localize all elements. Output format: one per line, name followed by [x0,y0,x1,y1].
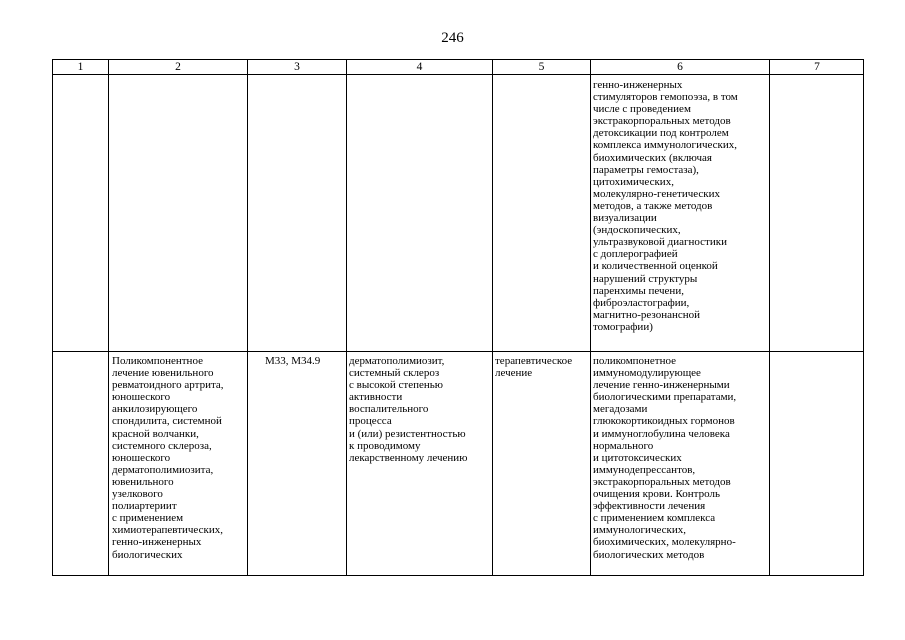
header-col-4: 4 [416,61,423,73]
header-col-2: 2 [175,61,181,73]
column-divider [346,60,347,575]
page-number: 246 [441,30,464,46]
row2-treatment-name-cell: Поликомпонентное лечение ювенильного ревматоидного артрита, юношеского анкилозирующего спондилита, системной красной волчанки, системного склероза, юношеского дерматополимиозита, ювенильного узелкового полиартериит с применением химиотерапевтических, генно-инженерных биологических [112,355,224,561]
header-col-7: 7 [814,61,820,73]
header-col-3: 3 [294,61,300,73]
column-divider [108,60,109,575]
header-col-6: 6 [677,61,683,73]
column-divider [247,60,248,575]
column-divider [492,60,493,575]
row2-treatment-type-cell: терапевтическое лечение [495,355,573,380]
row2-icd-code-cell: M33, M34.9 [265,355,321,367]
header-col-5: 5 [538,61,545,73]
column-divider [590,60,591,575]
medical-table [52,59,864,576]
row2-patient-model-cell: дерматополимиозит, системный склероз с высокой степенью активности воспалительного процесса и (или) резистентностью к проводимому лекарственному лечению [349,355,468,464]
row-divider [53,351,863,352]
header-divider [53,74,863,75]
header-col-1: 1 [77,61,84,73]
row1-methods-cell: генно-инженерных стимуляторов гемопоэза, в том числе с проведением экстракорпоральных методов детоксикации под контролем комплекса иммунологических, биохимических (включая параметры гемостаза), цитохимических, молекулярно-генетических методов, а также методов визуализации (эндоскопических, ультразвуковой диагностики с доплерографией и количественной оценкой нарушений структуры паренхимы печени, фиброэластографии, магнитно-резонансной томографии) [593,79,738,333]
row2-methods-cell: поликомпонетное иммуномодулирующее лечение генно-инженерными биологическими препаратами, мегадозами глюкокортикоидных гормонов и иммуноглобулина человека нормального и цитотоксических иммунодепрессантов, экстракорпоральных методов очищения крови. Контроль эффективности лечения с применением комплекса иммунологических, биохимических, молекулярно- биологических методов [593,355,737,561]
column-divider [769,60,770,575]
